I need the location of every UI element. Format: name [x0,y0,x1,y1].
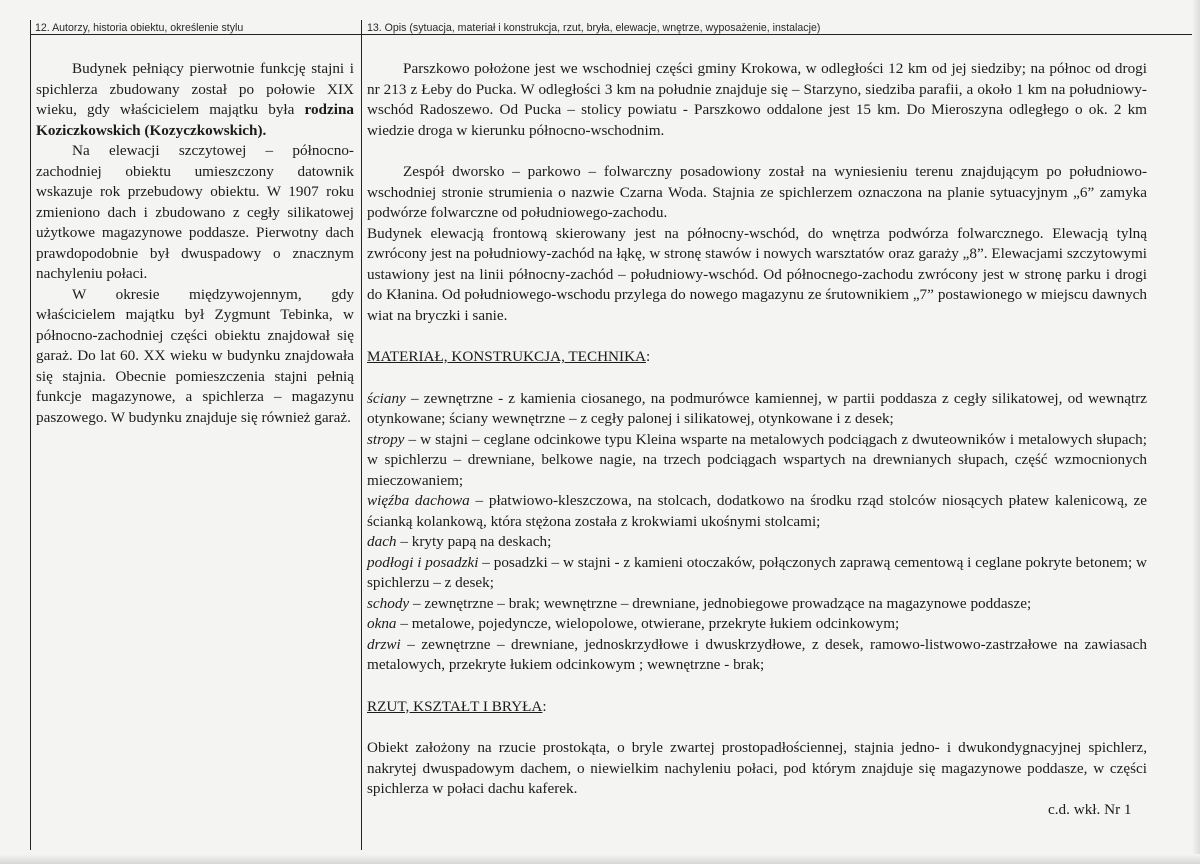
plan-heading-colon: : [542,697,547,715]
column-divider [361,20,362,850]
material-text: – płatwiowo-kleszczowa, na stolcach, dodatkowo na środku rząd stolców niosących płatew kalenicową, ze ścianką kolankową, która stężona została z krokwiami ukośnymi stolcami; [367,492,1148,530]
material-item [367,389,1147,430]
situation-paragraph-3: Budynek elewacją frontową skierowany jest na północny-wschód, do wnętrza podwórza folwarcznego. Elewacją tylną zwrócony jest na południowy-zachód na łąkę, w stronę stawów i nowych warsztatów oraz garaży „8”. Elewacjami szczytowymi ustawiony jest na linii północny-zachód – południowy-wschód. Od północnego-zachodu zwrócony jest w stronę parku i drogi do Kłanina. Od południowego-wschodu przylega do nowego magazynu ze śrutownikiem „7” postawionego w miejscu dawnych wiat na bryczki i sanie. [367,224,1147,324]
materials-list [367,389,1147,676]
material-item [367,532,1147,553]
history-paragraph-1-text: Budynek pełniący pierwotnie funkcję stajni i spichlerza zbudowany został po połowie XIX wieku, gdy właścicielem majątku była [36,60,354,118]
history-paragraph-1 [36,59,354,141]
section-12-header: 12. Autorzy, historia obiektu, określenie stylu [35,22,244,34]
scan-edge-bottom [0,854,1200,864]
material-term: podłogi i posadzki [367,553,479,571]
material-text: – w stajni – ceglane odcinkowe typu Kleina wsparte na metalowych podciągach z dwuteowników i metalowych słupach; w spichlerzu – drewniane, belkowe nagie, na trzech podciągach wspartych na drewnianych słupach, część wzmocnionych mieczowaniem; [367,430,1147,489]
material-term: schody [367,594,410,612]
material-item [367,614,1147,635]
scan-edge-right [1192,0,1200,864]
material-heading-colon: : [646,348,651,365]
material-item [367,430,1147,492]
material-item [367,594,1147,615]
left-border [30,20,31,850]
material-term: dach [367,533,397,550]
material-item [367,491,1147,532]
material-text: – metalowe, pojedyncze, wielopolowe, otwierane, przekryte łukiem odcinkowym; [396,615,900,632]
material-text: – zewnętrzne – brak; wewnętrzne – drewniane, jednobiegowe prowadzące na magazynowe poddasze; [409,594,1032,612]
material-term: ściany [367,389,406,407]
material-item [367,635,1147,676]
continuation-note: c.d. wkł. Nr 1 [1048,801,1132,818]
situation-paragraph-2: Zespół dworsko – parkowo – folwarczny posadowiony został na wyniesieniu terenu znajdującym po południowo-wschodniej stronie strumienia o nazwie Czarna Woda. Stajnia ze spichlerzem oznaczona na planie sytuacyjnym „6” zamyka podwórze folwarczne od południowego-zachodu. [367,163,1147,221]
plan-heading-text: RZUT, KSZTAŁT I BRYŁA [367,697,543,715]
material-term: drzwi [367,635,401,653]
plan-paragraph: Obiekt założony na rzucie prostokąta, o bryle zwartej prostopadłościennej, stajnia jedno- i dwukondygnacyjnej spichlerz, nakrytej dwuspadowym dachem, o niewielkim nachyleniu połaci, pod którym znajduje się magazynowe poddasze, w części spichlerza w połaci dachu kaferek. [367,739,1147,797]
description-column [367,59,1147,800]
material-term: okna [367,615,397,632]
owner-family-name: rodzina Koziczkowskich (Kozyczkowskich). [36,101,354,139]
material-item [367,553,1147,594]
history-column [36,59,354,428]
header-rule [30,34,1196,35]
history-paragraph-2: Na elewacji szczytowej – północno-zachodniej obiektu umieszczony datownik wskazuje rok przebudowy obiektu. W 1907 roku zmieniono dach i zbudowano z cegły silikatowej użytkowe magazynowe poddasze. Pierwotny dach prawdopodobnie był dwuspadowy o znacznym nachyleniu połaci. [36,142,354,282]
history-paragraph-3: W okresie międzywojennym, gdy właścicielem majątku był Zygmunt Tebinka, w północno-zachodniej części obiektu znajdował się garaż. Do lat 60. XX wieku w budynku znajdowała się stajnia. Obecnie pomieszczenia stajni pełnią funkcje magazynowe, a spichlerza – magazynu paszowego. W budynku znajduje się również garaż. [36,285,354,426]
section-13-header: 13. Opis (sytuacja, materiał i konstrukcja, rzut, bryła, elewacje, wnętrze, wyposażenie, instalacje) [367,22,821,34]
material-text: – kryty papą na deskach; [396,533,552,550]
material-term: więźba dachowa [367,492,470,509]
material-text: – posadzki – w stajni - z kamieni otoczaków, połączonych zaprawą cementową i ceglane pokryte betonem; w spichlerzu – z desek; [367,553,1147,591]
material-text: – zewnętrzne - z kamienia ciosanego, na podmurówce kamiennej, w partii poddasza z cegły silikatowej, od wewnątrz otynkowane; ściany wewnętrzne – z cegły palonej i silikatowej, otynkowane i z desek; [367,389,1147,427]
material-heading-text: MATERIAŁ, KONSTRUKCJA, TECHNIKA [367,348,647,365]
material-term: stropy [367,430,405,448]
situation-paragraph-1: Parszkowo położone jest we wschodniej części gminy Krokowa, w odległości 12 km od jej siedziby; na północ od drogi nr 213 z Łeby do Pucka. W odległości 3 km na południe znajduje się – Starzyno, siedziba parafii, a około 1 km na południowy-wschód Radoszewo. Od Pucka – stolicy powiatu - Parszkowo oddalone jest 15 km. Do Mieroszyna odległego o ok. 2 km wiedzie droga w kierunku północno-wschodnim. [367,60,1147,139]
material-heading [367,347,1147,368]
material-text: – zewnętrzne – drewniane, jednoskrzydłowe i dwuskrzydłowe, z desek, ramowo-listwowo-zastrzałowe na zawiasach metalowych, przekryte łukiem odcinkowym ; wewnętrzne - brak; [367,635,1147,673]
plan-heading [367,697,1147,718]
